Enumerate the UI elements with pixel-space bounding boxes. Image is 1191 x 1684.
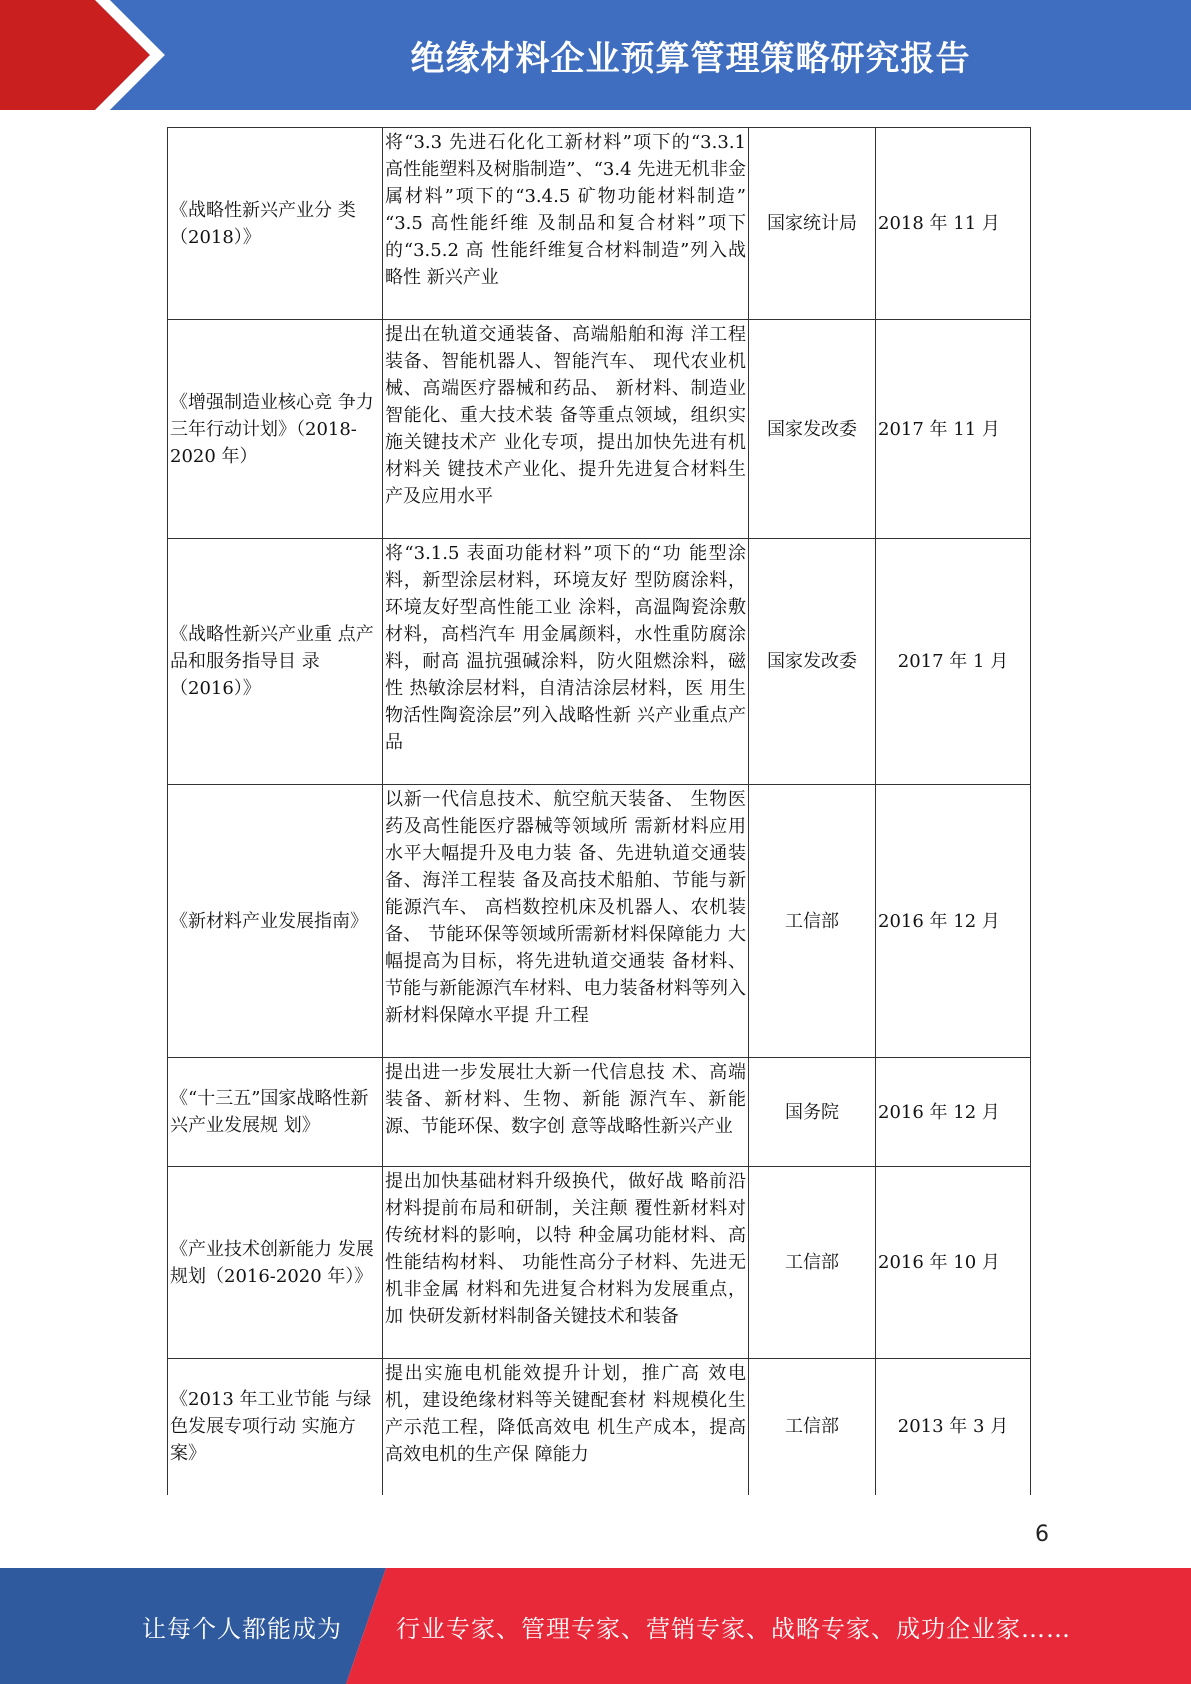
table-row <box>168 128 1031 320</box>
policy-date-cell: 2016 年 12 月 <box>876 785 1031 1058</box>
policy-date-cell: 2017 年 1 月 <box>876 539 1031 785</box>
table-row <box>168 1167 1031 1359</box>
policy-desc-cell: 将“3.3 先进石化化工新材料”项下的“3.3.1 高性能塑料及树脂制造”、“3.4 先进无机非金属材料”项下的“3.4.5 矿物功能材料制造” “3.5 高性能纤维 及制品和复合材料”项下的“3.5.2 高 性能纤维复合材料制造”列入战略性 新兴产业 <box>383 128 749 320</box>
policy-name-cell: 《2013 年工业节能 与绿色发展专项行动 实施方案》 <box>168 1359 383 1495</box>
policy-desc-cell: 提出实施电机能效提升计划，推广高 效电机，建设绝缘材料等关键配套材 料规模化生产示范工程，降低高效电 机生产成本，提高高效电机的生产保 障能力 <box>383 1359 749 1495</box>
policy-date-cell: 2013 年 3 月 <box>876 1359 1031 1495</box>
footer-slogan-left: 让每个人都能成为 <box>142 1614 342 1643</box>
policy-name-cell: 《“十三五”国家战略性新兴产业发展规 划》 <box>168 1058 383 1167</box>
footer-banner <box>0 1568 1191 1684</box>
policy-dept-cell: 国家发改委 <box>749 320 876 539</box>
policy-dept-cell: 国家统计局 <box>749 128 876 320</box>
policy-date-cell: 2018 年 11 月 <box>876 128 1031 320</box>
policy-desc-cell: 以新一代信息技术、航空航天装备、 生物医药及高性能医疗器械等领域所 需新材料应用水平大幅提升及电力装 备、先进轨道交通装备、海洋工程装 备及高技术船舶、节能与新能源汽车、 高档数控机床及机器人、农机装备、 节能环保等领域所需新材料保障能力 大幅提高为目标，将先进轨道交通装 备材料、节能与新能源汽车材料、电力装备材料等列入新材料保障水平提 升工程 <box>383 785 749 1058</box>
policy-date-cell: 2017 年 11 月 <box>876 320 1031 539</box>
policy-name-cell: 《增强制造业核心竞 争力三年行动计划》（2018-2020 年） <box>168 320 383 539</box>
policy-dept-cell: 国务院 <box>749 1058 876 1167</box>
page-number: 6 <box>1035 1522 1049 1547</box>
policy-name-cell: 《战略性新兴产业重 点产品和服务指导目 录（2016）》 <box>168 539 383 785</box>
policy-table <box>167 127 1024 1495</box>
table-row <box>168 539 1031 785</box>
policy-desc-cell: 提出在轨道交通装备、高端船舶和海 洋工程装备、智能机器人、智能汽车、 现代农业机械、高端医疗器械和药品、 新材料、制造业智能化、重大技术装 备等重点领域，组织实施关键技术产 业化专项，提出加快先进有机材料关 键技术产业化、提升先进复合材料生 产及应用水平 <box>383 320 749 539</box>
table-row <box>168 320 1031 539</box>
policy-dept-cell: 工信部 <box>749 1359 876 1495</box>
policy-dept-cell: 国家发改委 <box>749 539 876 785</box>
table-row <box>168 1359 1031 1495</box>
policy-date-cell: 2016 年 12 月 <box>876 1058 1031 1167</box>
header-banner <box>0 0 1191 110</box>
policy-name-cell: 《战略性新兴产业分 类（2018）》 <box>168 128 383 320</box>
report-title: 绝缘材料企业预算管理策略研究报告 <box>410 38 971 79</box>
policy-dept-cell: 工信部 <box>749 1167 876 1359</box>
policy-desc-cell: 提出进一步发展壮大新一代信息技 术、高端装备、新材料、生物、新能 源汽车、新能源、节能环保、数字创 意等战略性新兴产业 <box>383 1058 749 1167</box>
policy-dept-cell: 工信部 <box>749 785 876 1058</box>
policy-name-cell: 《产业技术创新能力 发展规划（2016-2020 年）》 <box>168 1167 383 1359</box>
policy-name-cell: 《新材料产业发展指南》 <box>168 785 383 1058</box>
policy-desc-cell: 提出加快基础材料升级换代，做好战 略前沿材料提前布局和研制，关注颠 覆性新材料对传统材料的影响，以特 种金属功能材料、高性能结构材料、 功能性高分子材料、先进无机非金属 材料和先进复合材料为发展重点，加 快研发新材料制备关键技术和装备 <box>383 1167 749 1359</box>
policy-desc-cell: 将“3.1.5 表面功能材料”项下的“功 能型涂料，新型涂层材料，环境友好 型防腐涂料，环境友好型高性能工业 涂料，高温陶瓷涂敷材料，高档汽车 用金属颜料，水性重防腐涂料，耐高 温抗强碱涂料，防火阻燃涂料，磁性 热敏涂层材料，自清洁涂层材料，医 用生物活性陶瓷涂层”列入战略性新 兴产业重点产品 <box>383 539 749 785</box>
footer-slogan-right: 行业专家、管理专家、营销专家、战略专家、成功企业家…… <box>396 1614 1071 1643</box>
table-row <box>168 1058 1031 1167</box>
table-row <box>168 785 1031 1058</box>
policy-date-cell: 2016 年 10 月 <box>876 1167 1031 1359</box>
